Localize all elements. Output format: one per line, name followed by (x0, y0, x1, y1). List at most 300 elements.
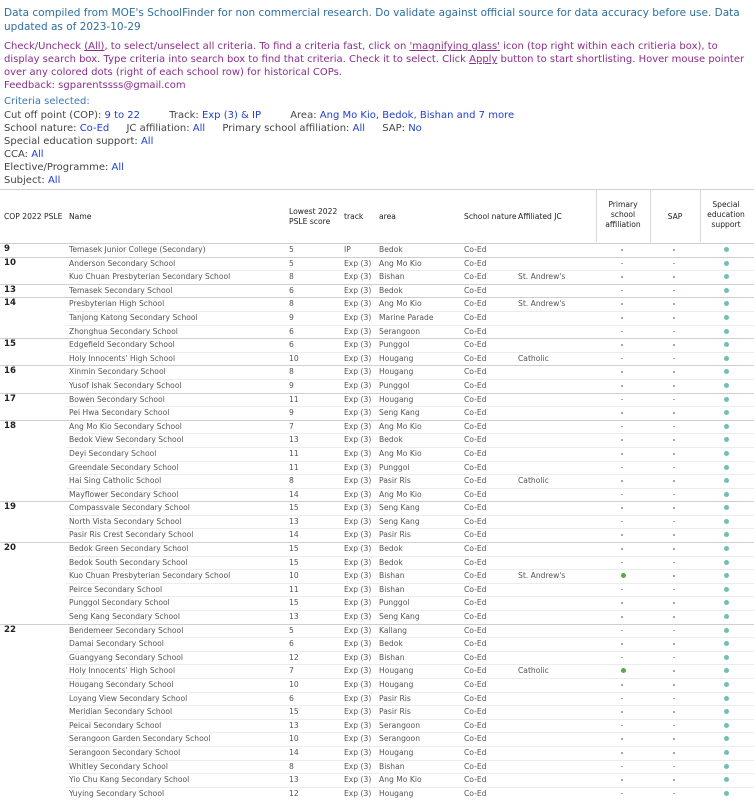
sap-dot[interactable] (673, 766, 675, 768)
table-row[interactable] (0, 447, 754, 461)
school-name[interactable]: Kuo Chuan Presbyterian Secondary School (69, 272, 231, 282)
sap-dot[interactable] (673, 534, 675, 536)
school-nature-cell: Co-Ed (464, 394, 487, 404)
magnifying-glass-link[interactable]: 'magnifying glass' (409, 41, 500, 52)
primary-affiliation-dot[interactable] (621, 331, 623, 333)
school-name[interactable]: Bedok Green Secondary School (69, 544, 189, 554)
school-name[interactable]: Yusof Ishak Secondary School (69, 380, 182, 390)
sap-dot[interactable] (673, 562, 675, 564)
special-education-dot[interactable] (724, 600, 729, 605)
sap-dot[interactable] (673, 779, 675, 781)
track-cell: Exp (3) (344, 761, 372, 771)
sap-dot[interactable] (673, 670, 675, 672)
area-cell: Pasir Ris (379, 707, 411, 717)
special-education-dot[interactable] (724, 641, 729, 646)
primary-affiliation-dot[interactable] (621, 371, 623, 373)
special-education-dot[interactable] (724, 614, 729, 619)
school-table (0, 243, 754, 800)
primary-affiliation-dot[interactable] (621, 711, 623, 713)
primary-affiliation-dot[interactable] (621, 453, 623, 455)
sap-dot[interactable] (673, 358, 675, 360)
area-cell: Hougang (379, 680, 414, 689)
sap-dot[interactable] (673, 602, 675, 604)
affiliated-jc-cell: Catholic (518, 353, 549, 363)
school-nature-cell: Co-Ed (464, 299, 487, 309)
primary-affiliation-dot[interactable] (621, 494, 623, 496)
lowest-score: 10 (289, 734, 299, 744)
primary-affiliation-dot[interactable] (621, 684, 623, 686)
track-cell: Exp (3) (344, 394, 372, 404)
table-row[interactable] (0, 461, 754, 475)
col-header-nature[interactable]: School nature (464, 212, 517, 221)
sap-dot[interactable] (673, 711, 675, 713)
school-name[interactable]: Pei Hwa Secondary School (69, 408, 170, 418)
sen-value[interactable]: All (140, 136, 154, 147)
row-divider (66, 760, 754, 761)
sap-dot[interactable] (673, 371, 675, 373)
primary-affiliation-dot[interactable] (621, 480, 623, 482)
table-row[interactable] (0, 719, 754, 733)
cop-group-value: 15 (4, 339, 16, 350)
row-divider (66, 719, 754, 720)
special-education-dot[interactable] (724, 410, 729, 415)
special-education-dot[interactable] (724, 356, 729, 361)
table-row[interactable] (0, 297, 754, 311)
school-name[interactable]: Bendemeer Secondary School (69, 625, 184, 635)
sap-dot[interactable] (673, 548, 675, 550)
table-row[interactable] (0, 338, 754, 352)
table-row[interactable] (0, 746, 754, 760)
cop-value[interactable]: 9 to 22 (104, 110, 141, 121)
sap-dot[interactable] (673, 263, 675, 265)
primary-affiliation-dot[interactable] (621, 439, 623, 441)
school-name[interactable]: Temasek Secondary School (69, 285, 173, 295)
area-cell: Hougang (379, 394, 414, 404)
track-cell: Exp (3) (344, 775, 372, 785)
table-row[interactable] (0, 325, 754, 339)
jc-value[interactable]: All (192, 123, 206, 134)
lowest-score: 12 (289, 788, 299, 798)
table-row[interactable] (0, 651, 754, 665)
area-cell: Punggol (379, 340, 410, 350)
col-header-area[interactable]: area (379, 212, 396, 221)
special-education-dot[interactable] (724, 397, 729, 402)
primary-affiliation-dot[interactable] (621, 752, 623, 754)
table-row[interactable] (0, 379, 754, 393)
table-row[interactable] (0, 488, 754, 502)
area-cell: Serangoon (379, 720, 421, 730)
row-divider (0, 624, 754, 625)
row-divider (0, 365, 754, 366)
table-row[interactable] (0, 365, 754, 379)
special-education-dot[interactable] (724, 437, 729, 442)
primary-affiliation-dot[interactable] (621, 793, 623, 795)
sap-dot[interactable] (673, 793, 675, 795)
track-cell: Exp (3) (344, 380, 372, 390)
school-name[interactable]: Bedok South Secondary School (69, 557, 188, 567)
row-divider (66, 488, 754, 489)
lowest-score: 6 (289, 285, 294, 295)
school-name[interactable]: Serangoon Garden Secondary School (69, 734, 211, 744)
special-education-dot[interactable] (724, 465, 729, 470)
school-name[interactable]: Meridian Secondary School (69, 707, 173, 717)
special-education-dot[interactable] (724, 723, 729, 728)
sap-dot[interactable] (673, 412, 675, 414)
table-row[interactable] (0, 664, 754, 678)
school-name[interactable]: Ang Mo Kio Secondary School (69, 421, 182, 431)
row-divider (66, 528, 754, 529)
area-cell: Hougang (379, 747, 414, 757)
area-value[interactable]: Ang Mo Kio, Bedok, Bishan and 7 more (319, 110, 515, 121)
sap-dot[interactable] (673, 439, 675, 441)
primary-affiliation-dot[interactable] (621, 616, 623, 618)
school-name[interactable]: Yuying Secondary School (69, 788, 165, 798)
school-name[interactable]: Guangyang Secondary School (69, 652, 184, 662)
table-row[interactable] (0, 583, 754, 597)
area-cell: Bedok (379, 557, 403, 567)
lowest-score: 15 (289, 557, 299, 567)
sap-dot[interactable] (673, 698, 675, 700)
special-education-dot[interactable] (724, 451, 729, 456)
elective-value[interactable]: All (111, 162, 124, 173)
special-education-dot[interactable] (724, 329, 729, 334)
track-cell: Exp (3) (344, 612, 372, 622)
track-cell: Exp (3) (344, 435, 372, 445)
row-divider (66, 474, 754, 475)
table-row[interactable] (0, 311, 754, 325)
all-link[interactable]: (All) (84, 41, 105, 52)
special-education-dot[interactable] (724, 791, 729, 796)
sap-dot[interactable] (673, 521, 675, 523)
school-name[interactable]: Anderson Secondary School (69, 258, 176, 268)
special-education-dot[interactable] (724, 519, 729, 524)
col-header-psa[interactable]: Primary school affiliation (605, 200, 641, 229)
area-cell: Bedok (379, 245, 403, 254)
sap-dot[interactable] (673, 589, 675, 591)
row-divider (66, 692, 754, 693)
lowest-score: 14 (289, 747, 299, 757)
col-header-track[interactable]: track (344, 212, 364, 221)
school-name[interactable]: Kuo Chuan Presbyterian Secondary School (69, 571, 231, 581)
sap-dot[interactable] (673, 399, 675, 401)
school-name[interactable]: Edgefield Secondary School (69, 340, 175, 350)
table-row[interactable] (0, 542, 754, 556)
track-cell: Exp (3) (344, 734, 372, 744)
row-divider (66, 664, 754, 665)
area-cell: Punggol (379, 462, 410, 472)
special-education-dot[interactable] (724, 247, 729, 252)
table-row[interactable] (0, 773, 754, 787)
lowest-score: 7 (289, 421, 294, 431)
area-cell: Bedok (379, 639, 403, 649)
sap-dot[interactable] (673, 752, 675, 754)
primary-affiliation-dot[interactable] (621, 657, 623, 659)
col-header-cop[interactable]: COP 2022 PSLE (4, 212, 63, 221)
sap-dot[interactable] (673, 290, 675, 292)
primary-affiliation-dot[interactable] (621, 276, 623, 278)
table-row[interactable] (0, 515, 754, 529)
school-nature-cell: Co-Ed (464, 584, 487, 594)
row-divider (0, 420, 754, 421)
school-nature-cell: Co-Ed (464, 652, 487, 662)
area-cell: Bishan (379, 761, 405, 771)
lowest-score: 13 (289, 516, 299, 526)
lowest-score: 5 (289, 625, 294, 635)
school-name[interactable]: Presbyterian High School (69, 299, 165, 309)
school-name[interactable]: North Vista Secondary School (69, 516, 182, 526)
primary-affiliation-dot[interactable] (621, 668, 626, 673)
table-row[interactable] (0, 393, 754, 407)
table-row[interactable] (0, 352, 754, 366)
primary-affiliation-dot[interactable] (621, 344, 623, 346)
table-row[interactable] (0, 569, 754, 583)
school-nature-cell: Co-Ed (464, 612, 487, 622)
school-name[interactable]: Serangoon Secondary School (69, 747, 181, 757)
primary-affiliation-dot[interactable] (621, 630, 623, 632)
special-education-dot[interactable] (724, 628, 729, 633)
col-header-name[interactable]: Name (69, 212, 92, 221)
table-row[interactable] (0, 556, 754, 570)
table-row[interactable] (0, 637, 754, 651)
sap-dot[interactable] (673, 467, 675, 469)
table-row[interactable] (0, 610, 754, 624)
special-education-dot[interactable] (724, 383, 729, 388)
school-name[interactable]: Whitley Secondary School (69, 761, 168, 771)
primary-affiliation-dot[interactable] (621, 399, 623, 401)
special-education-dot[interactable] (724, 261, 729, 266)
area-cell: Bedok (379, 435, 403, 445)
special-education-dot[interactable] (724, 764, 729, 769)
school-name[interactable]: Damai Secondary School (69, 639, 164, 649)
table-row[interactable] (0, 528, 754, 542)
school-name[interactable]: Punggol Secondary School (69, 598, 170, 608)
special-education-dot[interactable] (724, 288, 729, 293)
primary-affiliation-dot[interactable] (621, 573, 626, 578)
school-name[interactable]: Peicai Secondary School (69, 720, 162, 730)
sap-dot[interactable] (673, 575, 675, 577)
track-cell: Exp (3) (344, 367, 372, 377)
primary-affiliation-dot[interactable] (621, 779, 623, 781)
school-name[interactable]: Mayflower Secondary School (69, 489, 179, 499)
primary-affiliation-dot[interactable] (621, 317, 623, 319)
primary-affiliation-dot[interactable] (621, 290, 623, 292)
sap-dot[interactable] (673, 643, 675, 645)
primary-affiliation-dot[interactable] (621, 249, 623, 251)
school-name[interactable]: Pasir Ris Crest Secondary School (69, 530, 194, 540)
special-education-dot[interactable] (724, 709, 729, 714)
school-name[interactable]: Holy Innocents' High School (69, 666, 176, 676)
special-education-dot[interactable] (724, 301, 729, 306)
lowest-score: 5 (289, 258, 294, 268)
sap-dot[interactable] (673, 684, 675, 686)
col-header-jc[interactable]: Affiliated JC (518, 212, 562, 221)
school-name[interactable]: Deyi Secondary School (69, 448, 157, 458)
school-name[interactable]: Bedok View Secondary School (69, 435, 184, 445)
school-nature-cell: Co-Ed (464, 326, 487, 336)
school-name[interactable]: Bowen Secondary School (69, 394, 165, 404)
school-name[interactable]: Xinmin Secondary School (69, 367, 166, 377)
sap-dot[interactable] (673, 453, 675, 455)
special-education-dot[interactable] (724, 750, 729, 755)
table-row[interactable] (0, 760, 754, 774)
sap-dot[interactable] (673, 630, 675, 632)
special-education-dot[interactable] (724, 736, 729, 741)
special-education-dot[interactable] (724, 274, 729, 279)
table-row[interactable] (0, 474, 754, 488)
lowest-score: 11 (289, 584, 299, 594)
special-education-dot[interactable] (724, 315, 729, 320)
apply-link[interactable]: Apply (469, 54, 498, 65)
school-name[interactable]: Compassvale Secondary School (69, 503, 190, 513)
school-name[interactable]: Seng Kang Secondary School (69, 612, 180, 622)
school-name[interactable]: Loyang View Secondary School (69, 693, 188, 703)
school-name[interactable]: Temasek Junior College (Secondary) (69, 245, 206, 254)
track-cell: Exp (3) (344, 530, 372, 540)
special-education-dot[interactable] (724, 369, 729, 374)
table-row[interactable] (0, 501, 754, 515)
primary-affiliation-dot[interactable] (621, 507, 623, 509)
primary-affiliation-dot[interactable] (621, 358, 623, 360)
sap-dot[interactable] (673, 616, 675, 618)
lowest-score: 12 (289, 652, 299, 662)
col-header-sap[interactable]: SAP (667, 212, 683, 221)
lowest-score: 7 (289, 666, 294, 676)
lowest-score: 8 (289, 476, 294, 486)
cca-value[interactable]: All (31, 149, 44, 160)
sap-dot[interactable] (673, 738, 675, 740)
primary-affiliation-dot[interactable] (621, 426, 623, 428)
primary-affiliation-dot[interactable] (621, 738, 623, 740)
lowest-score: 11 (289, 394, 299, 404)
row-divider (66, 596, 754, 597)
sap-dot[interactable] (673, 303, 675, 305)
special-education-dot[interactable] (724, 560, 729, 565)
table-row[interactable] (0, 624, 754, 638)
lowest-score: 8 (289, 367, 294, 377)
school-name[interactable]: Tanjong Katong Secondary School (69, 312, 198, 322)
special-education-dot[interactable] (724, 655, 729, 660)
primary-affiliation-dot[interactable] (621, 602, 623, 604)
table-row[interactable] (0, 433, 754, 447)
sap-dot[interactable] (673, 331, 675, 333)
sap-dot[interactable] (673, 494, 675, 496)
special-education-dot[interactable] (724, 777, 729, 782)
sap-dot[interactable] (673, 344, 675, 346)
area-cell: Bedok (379, 285, 403, 295)
sap-dot[interactable] (673, 657, 675, 659)
row-divider (66, 637, 754, 638)
school-name[interactable]: Hai Sing Catholic School (69, 476, 162, 486)
sap-dot[interactable] (673, 426, 675, 428)
primary-affiliation-dot[interactable] (621, 766, 623, 768)
track-value[interactable]: Exp (3) & IP (201, 110, 261, 121)
table-row[interactable] (0, 284, 754, 298)
special-education-dot[interactable] (724, 668, 729, 673)
primary-affiliation-dot[interactable] (621, 303, 623, 305)
table-row[interactable] (0, 732, 754, 746)
primary-affiliation-dot[interactable] (621, 548, 623, 550)
special-education-dot[interactable] (724, 505, 729, 510)
table-row[interactable] (0, 257, 754, 271)
school-nature-cell: Co-Ed (464, 707, 487, 717)
nature-value[interactable]: Co-Ed (79, 123, 110, 134)
sap-dot[interactable] (673, 480, 675, 482)
row-divider (66, 746, 754, 747)
sap-dot[interactable] (673, 725, 675, 727)
school-name[interactable]: Holy Innocents' High School (69, 353, 176, 363)
subject-value[interactable]: All (47, 175, 61, 186)
special-education-dot[interactable] (724, 478, 729, 483)
school-name[interactable]: Greendale Secondary School (69, 462, 179, 472)
col-header-score[interactable]: Lowest 2022 PSLE score (289, 207, 338, 226)
table-row[interactable] (0, 787, 754, 800)
school-name[interactable]: Yio Chu Kang Secondary School (69, 775, 190, 785)
feedback-email[interactable]: Feedback: sgparentssss@gmail.com (4, 80, 186, 91)
special-education-dot[interactable] (724, 682, 729, 687)
special-education-dot[interactable] (724, 424, 729, 429)
affiliated-jc-cell: St. Andrew's (518, 272, 566, 282)
special-education-dot[interactable] (724, 492, 729, 497)
primary-affiliation-dot[interactable] (621, 589, 623, 591)
special-education-dot[interactable] (724, 696, 729, 701)
table-row[interactable] (0, 243, 754, 257)
primary-affiliation-dot[interactable] (621, 412, 623, 414)
school-name[interactable]: Peirce Secondary School (69, 584, 163, 594)
primary-affiliation-dot[interactable] (621, 725, 623, 727)
primary-affiliation-dot[interactable] (621, 467, 623, 469)
area-cell: Hougang (379, 367, 414, 377)
primary-affiliation-dot[interactable] (621, 385, 623, 387)
table-row[interactable] (0, 420, 754, 434)
sap-dot[interactable] (673, 507, 675, 509)
special-education-dot[interactable] (724, 532, 729, 537)
cop-label: Cut off point (COP): (4, 110, 102, 121)
sap-value[interactable]: No (408, 123, 422, 134)
table-row[interactable] (0, 270, 754, 284)
special-education-dot[interactable] (724, 573, 729, 578)
primary-affiliation-dot[interactable] (621, 698, 623, 700)
special-education-dot[interactable] (724, 342, 729, 347)
table-row[interactable] (0, 596, 754, 610)
table-row[interactable] (0, 406, 754, 420)
primary-affiliation-dot[interactable] (621, 562, 623, 564)
school-name[interactable]: Hougang Secondary School (69, 680, 174, 689)
track-cell: Exp (3) (344, 312, 372, 322)
sap-dot[interactable] (673, 385, 675, 387)
sap-dot[interactable] (673, 276, 675, 278)
row-divider (0, 542, 754, 543)
table-row[interactable] (0, 705, 754, 719)
special-education-dot[interactable] (724, 587, 729, 592)
table-row[interactable] (0, 692, 754, 706)
table-row[interactable] (0, 678, 754, 692)
area-cell: Kallang (379, 625, 408, 635)
special-education-dot[interactable] (724, 546, 729, 551)
psa-value[interactable]: All (352, 123, 366, 134)
school-nature-cell: Co-Ed (464, 408, 487, 418)
primary-affiliation-dot[interactable] (621, 534, 623, 536)
sap-dot[interactable] (673, 249, 675, 251)
col-header-sen[interactable]: Special education support (707, 200, 745, 229)
track-cell: Exp (3) (344, 421, 372, 431)
primary-affiliation-dot[interactable] (621, 263, 623, 265)
primary-affiliation-dot[interactable] (621, 521, 623, 523)
primary-affiliation-dot[interactable] (621, 643, 623, 645)
sap-dot[interactable] (673, 317, 675, 319)
school-name[interactable]: Zhonghua Secondary School (69, 326, 178, 336)
track-cell: Exp (3) (344, 720, 372, 730)
area-cell: Punggol (379, 380, 410, 390)
